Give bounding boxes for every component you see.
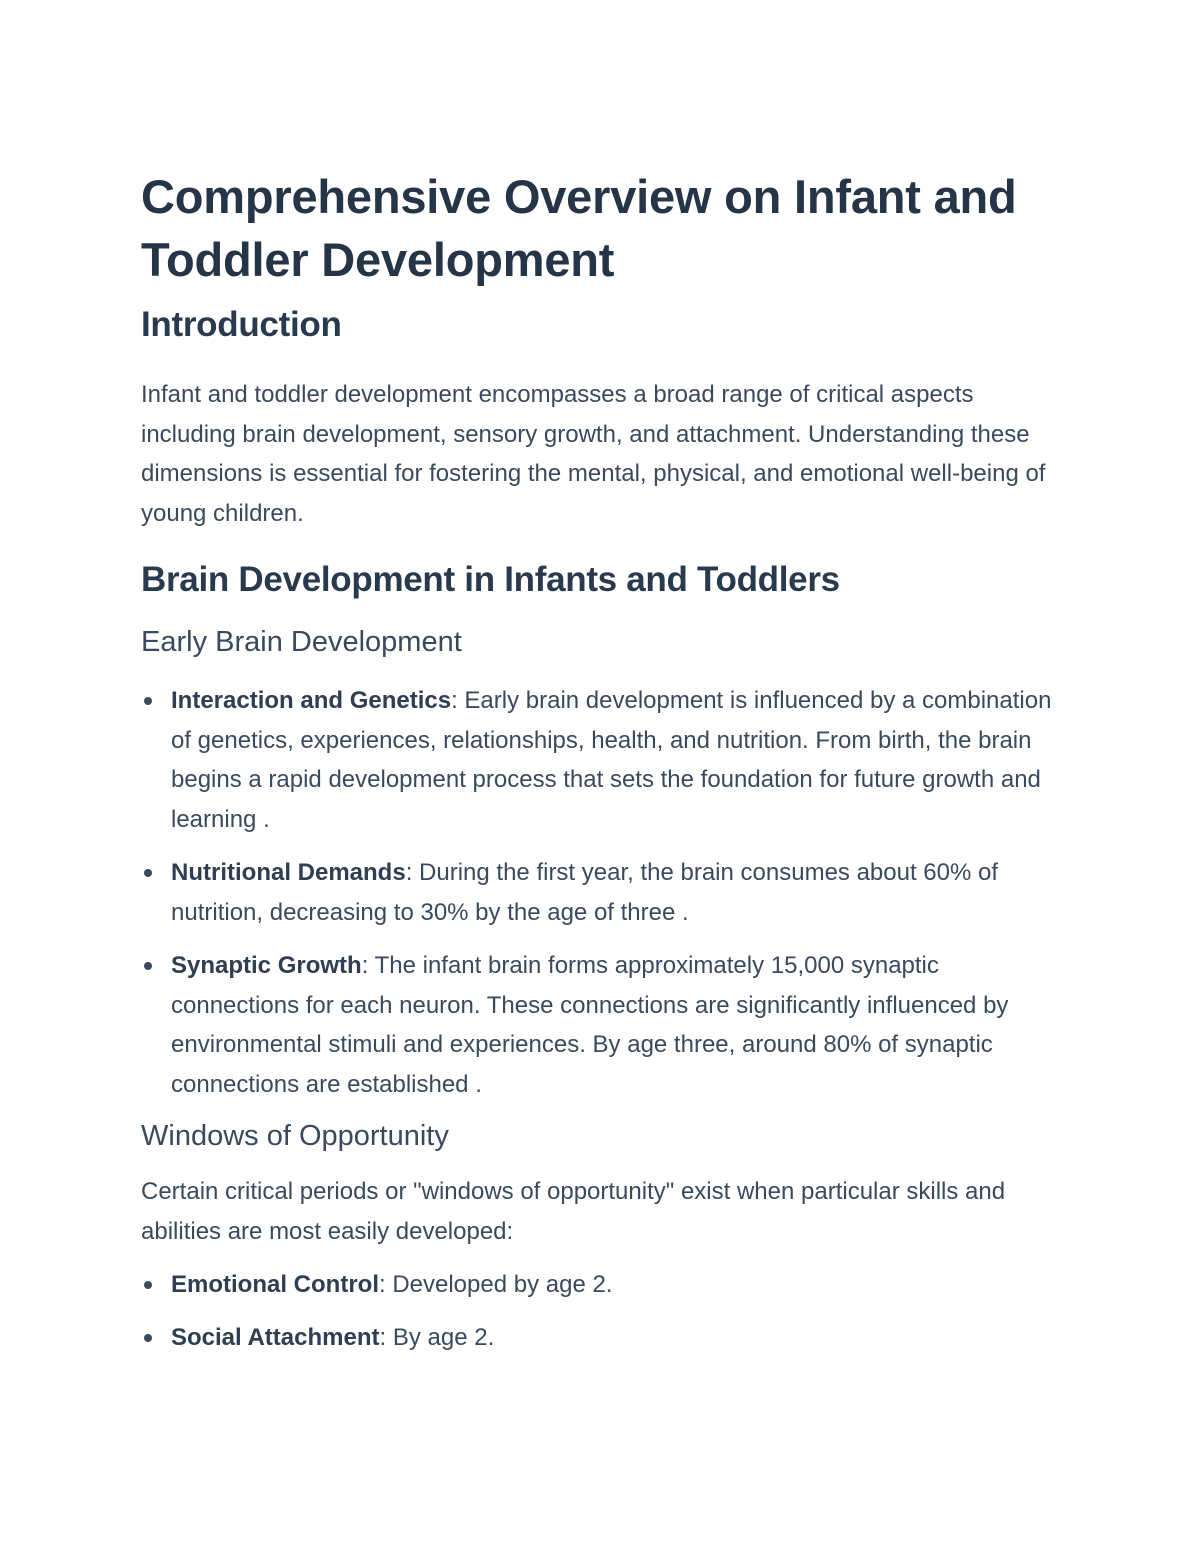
list-item [141, 681, 1071, 839]
list-item-text: : Developed by age 2. [378, 1271, 613, 1298]
bullet-dot-icon [144, 1334, 152, 1342]
bullet-dot-icon [144, 1281, 152, 1289]
list-item-term: Emotional Control [171, 1271, 379, 1298]
list-item-term: Social Attachment [171, 1323, 380, 1351]
windows-of-opportunity-paragraph: Certain critical periods or "windows of opportunity" exist when particular skills and abilities are most easily developed: [141, 1178, 1006, 1245]
windows-of-opportunity-heading: Windows of Opportunity [141, 1120, 449, 1152]
early-brain-development-list [141, 681, 1071, 1104]
document-page [141, 165, 1071, 1357]
list-item [141, 853, 1071, 932]
list-item [141, 946, 1071, 1104]
list-item-text: : Early brain development is influenced by a combination of genetics, experiences, relationships, health, and nutrition. From birth, the brain begins a rapid development process that sets the foundation for future growth and learning . [171, 687, 1052, 833]
introduction-heading: Introduction [141, 305, 342, 344]
list-item-term: Synaptic Growth [171, 952, 362, 979]
list-item-text: : During the first year, the brain consumes about 60% of nutrition, decreasing to 30% by the age of three . [171, 859, 999, 926]
bullet-dot-icon [144, 962, 152, 970]
document-title: Comprehensive Overview on Infant and Toddler Development [141, 170, 1017, 286]
list-item [141, 1318, 1071, 1358]
list-item-term: Nutritional Demands [171, 859, 406, 886]
introduction-paragraph: Infant and toddler development encompasses a broad range of critical aspects including brain development, sensory growth, and attachment. Understanding these dimensions is essential for fostering the mental, physical, and emotional well-being of young children. [141, 381, 1046, 527]
list-item [141, 1265, 1071, 1305]
list-item-text: : The infant brain forms approximately 15,000 synaptic connections for each neuron. These connections are significantly influenced by environmental stimuli and experiences. By age three, around 80% of synaptic connections are established . [171, 952, 1009, 1098]
list-item-text: : By age 2. [379, 1323, 495, 1351]
early-brain-development-heading: Early Brain Development [141, 626, 462, 658]
list-item-term: Interaction and Genetics [171, 687, 452, 714]
windows-of-opportunity-list [141, 1265, 1071, 1357]
bullet-dot-icon [144, 697, 152, 705]
brain-development-heading: Brain Development in Infants and Toddlers [141, 560, 840, 599]
bullet-dot-icon [144, 869, 152, 877]
